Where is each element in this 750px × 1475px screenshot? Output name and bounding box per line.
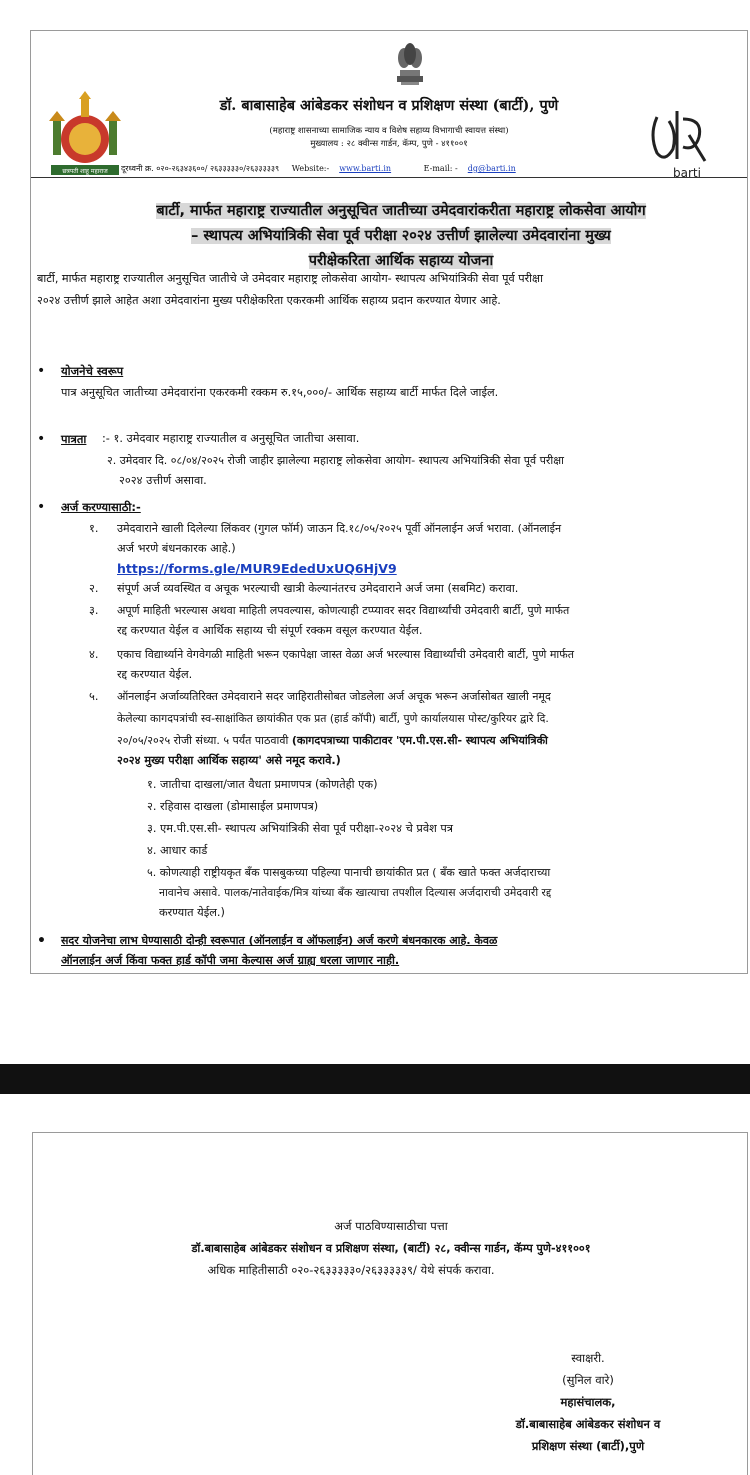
scheme-heading: योजनेचे स्वरूप: [61, 364, 124, 378]
intro-line-1: बार्टी, मार्फत महाराष्ट्र राज्यातील अनुसूचित जातीचे जे उमेदवार महाराष्ट्र लोकसेवा आयोग- स्थापत्य अभियांत्रिकी सेवा पूर्व परीक्षा: [37, 272, 543, 285]
bullet-icon: •: [37, 499, 46, 515]
eligibility-item-1: :- १. उमेदवार महाराष्ट्र राज्यातील व अनुसूचित जातीचा असावा.: [102, 432, 360, 445]
step-5-line-c: [117, 731, 548, 751]
document-item-cont: नावानेच असावे. पालक/नातेवाईक/मित्र यांच्या बँक खात्याचा तपशील दिल्यास अर्जदाराची उमेदवारी रद्द: [159, 886, 552, 899]
step-4-line-b: रद्द करण्यात येईल.: [117, 668, 193, 681]
step-1-line-b: अर्ज भरणे बंधनकारक आहे.): [117, 542, 236, 555]
logo-right-caption: barti: [673, 166, 701, 180]
signatory-org-line-2: प्रशिक्षण संस्था (बार्टी),पुणे: [531, 1439, 645, 1453]
notice-title: [87, 199, 715, 274]
header-divider: [31, 177, 747, 178]
title-line-1: बार्टी, मार्फत महाराष्ट्र राज्यातील अनुसूचित जातीच्या उमेदवारांकरीता महाराष्ट्र लोकसेवा आयोग: [156, 203, 646, 219]
signatory-org-line-1: डॉ.बाबासाहेब आंबेडकर संशोधन व: [515, 1417, 661, 1431]
final-note-line-1: सदर योजनेचा लाभ घेण्यासाठी दोन्ही स्वरूपात (ऑनलाईन व ऑफलाईन) अर्ज करणे बंधनकारक आहे. केवळ: [61, 934, 498, 947]
eligibility-heading: पात्रता: [61, 432, 87, 446]
step-3-line-b: रद्द करण्यात येईल व आर्थिक सहाय्य ची संपूर्ण रक्कम वसूल करण्यात येईल.: [117, 624, 423, 637]
intro-line-2: २०२४ उत्तीर्ण झाले आहेत अशा उमेदवारांना मुख्य परीक्षेकरिता एकरकमी आर्थिक सहाय्य प्रदान करण्यात येणार आहे.: [37, 294, 501, 307]
organization-name: डॉ. बाबासाहेब आंबेडकर संशोधन व प्रशिक्षण संस्था (बार्टी), पुणे: [219, 97, 559, 114]
bullet-icon: •: [37, 363, 46, 379]
signatory-name: (सुनिल वारे): [562, 1373, 614, 1387]
logo-left-caption: छत्रपती शाहू महाराज: [62, 168, 108, 175]
bullet-icon: •: [37, 431, 46, 447]
contact-info: अधिक माहितीसाठी ०२०-२६३३३३३०/२६३३३३३९/ येथे संपर्क करावा.: [207, 1263, 495, 1277]
step-5-line-a: ऑनलाईन अर्जाव्यतिरिक्त उमेदवाराने सदर जाहिरातीसोबत जोडलेला अर्ज अचूक भरून अर्जासोबत खाली नमूद: [117, 690, 551, 703]
address-heading: अर्ज पाठविण्यासाठीचा पत्ता: [334, 1219, 448, 1233]
step-5-envelope-note: (कागदपत्राच्या पाकीटावर 'एम.पी.एस.सी- स्थापत्य अभियांत्रिकी: [291, 734, 548, 747]
contact-line: [121, 163, 741, 174]
document-item: ४. आधार कार्ड: [147, 844, 208, 857]
step-1-line-a: उमेदवाराने खाली दिलेल्या लिंकवर (गुगल फॉर्म) जाऊन दि.१८/०५/२०२५ पूर्वी ऑनलाईन अर्ज भरावा. (ऑनलाईन: [117, 522, 562, 535]
document-item: २. रहिवास दाखला (डोमासाईल प्रमाणपत्र): [147, 800, 319, 813]
eligibility-item-2b: २०२४ उत्तीर्ण असावा.: [119, 474, 207, 487]
eligibility-item-2a: २. उमेदवार दि. ०८/०४/२०२५ रोजी जाहीर झालेल्या महाराष्ट्र लोकसेवा आयोग- स्थापत्य अभियांत्रिकी सेवा पूर्व परीक्षा: [107, 454, 564, 467]
apply-heading: अर्ज करण्यासाठी:-: [61, 500, 141, 514]
email-label: E-mail: -: [423, 164, 458, 173]
step-number: ५.: [89, 690, 99, 703]
step-2-text: संपूर्ण अर्ज व्यवस्थित व अचूक भरल्याची खात्री केल्यानंतरच उमेदवाराने अर्ज जमा (सबमिट) करावा.: [117, 582, 519, 595]
title-line-2: – स्थापत्य अभियांत्रिकी सेवा पूर्व परीक्षा २०२४ उत्तीर्ण झालेल्या उमेदवारांना मुख्य: [191, 228, 611, 244]
step-5-line-b: केलेल्या कागदपत्रांची स्व-साक्षांकित छायांकीत एक प्रत (हार्ड कॉपी) बार्टी, पुणे कार्यालयास पोस्ट/कुरियर द्वारे दि.: [117, 712, 549, 725]
shahu-maharaj-seal-logo: [45, 91, 125, 185]
website-label: Website:-: [291, 164, 330, 173]
organization-address: मुख्यालय : २८ क्वीन्स गार्डन, कॅम्प, पुणे - ४११००१: [310, 139, 468, 149]
organization-subtitle: (महाराष्ट्र शासनाच्या सामाजिक न्याय व विशेष सहाय्य विभागाची स्वायत्त संस्था): [269, 126, 509, 136]
step-5-deadline: २०/०५/२०२५ रोजी संध्या. ५ पर्यंत पाठवावी: [117, 734, 292, 747]
mailing-address: डॉ.बाबासाहेब आंबेडकर संशोधन व प्रशिक्षण संस्था, (बार्टी) २८, क्वीन्स गार्डन, कॅम्प पुणे-४११००१: [191, 1242, 591, 1255]
step-number: ३.: [89, 604, 99, 617]
intro-paragraph: [31, 268, 747, 312]
step-number: २.: [89, 582, 99, 595]
step-number: १.: [89, 522, 99, 535]
notice-page-2: [32, 1132, 748, 1475]
bullet-icon: •: [37, 933, 46, 949]
scheme-text: पात्र अनुसूचित जातीच्या उमेदवारांना एकरकमी रक्कम रु.१५,०००/- आर्थिक सहाय्य बार्टी मार्फत दिले जाईल.: [61, 386, 499, 399]
document-item: ५. कोणत्याही राष्ट्रीयकृत बँक पासबुकच्या पहिल्या पानाची छायांकीत प्रत ( बँक खाते फक्त अर्जदाराच्या: [147, 866, 551, 879]
signature-label: स्वाक्षरी.: [571, 1351, 605, 1365]
final-note-line-2: ऑनलाईन अर्ज किंवा फक्त हार्ड कॉपी जमा केल्यास अर्ज ग्राह्य धरला जाणार नाही.: [61, 954, 400, 967]
step-number: ४.: [89, 648, 99, 661]
google-form-link[interactable]: https://forms.gle/MUR9EdedUxUQ6HjV9: [117, 561, 397, 576]
title-line-3: परीक्षेकरिता आर्थिक सहाय्य योजना: [308, 253, 494, 269]
national-emblem-icon: [393, 38, 427, 86]
signatory-designation: महासंचालक,: [560, 1395, 616, 1409]
step-4-line-a: एकाच विद्यार्थ्याने वेगवेगळी माहिती भरून एकापेक्षा जास्त वेळा अर्ज भरल्यास विद्यार्थ्यांची उमेदवारी बार्टी, पुणे मार्फत: [117, 648, 575, 661]
email-link[interactable]: dg@barti.in: [467, 164, 516, 173]
page-separator: [0, 1064, 750, 1094]
phone-numbers: दूरध्वनी क्र. ०२०-२६३४३६००/ २६३३३३३०/२६३३३३३९: [121, 164, 280, 173]
document-item: १. जातीचा दाखला/जात वैधता प्रमाणपत्र (कोणतेही एक): [147, 778, 378, 791]
step-5-line-d: २०२४ मुख्य परीक्षा आर्थिक सहाय्य' असे नमूद करावे.): [117, 754, 341, 767]
notice-page-1: [30, 30, 748, 974]
step-3-line-a: अपूर्ण माहिती भरल्यास अथवा माहिती लपवल्यास, कोणत्याही टप्प्यावर सदर विद्यार्थ्यांची उमेदवारी बार्टी, पुणे मार्फत: [117, 604, 570, 617]
document-item: ३. एम.पी.एस.सी- स्थापत्य अभियांत्रिकी सेवा पूर्व परीक्षा-२०२४ चे प्रवेश पत्र: [147, 822, 454, 835]
website-link[interactable]: www.barti.in: [339, 164, 392, 173]
document-item-cont: करण्यात येईल.): [159, 906, 225, 919]
